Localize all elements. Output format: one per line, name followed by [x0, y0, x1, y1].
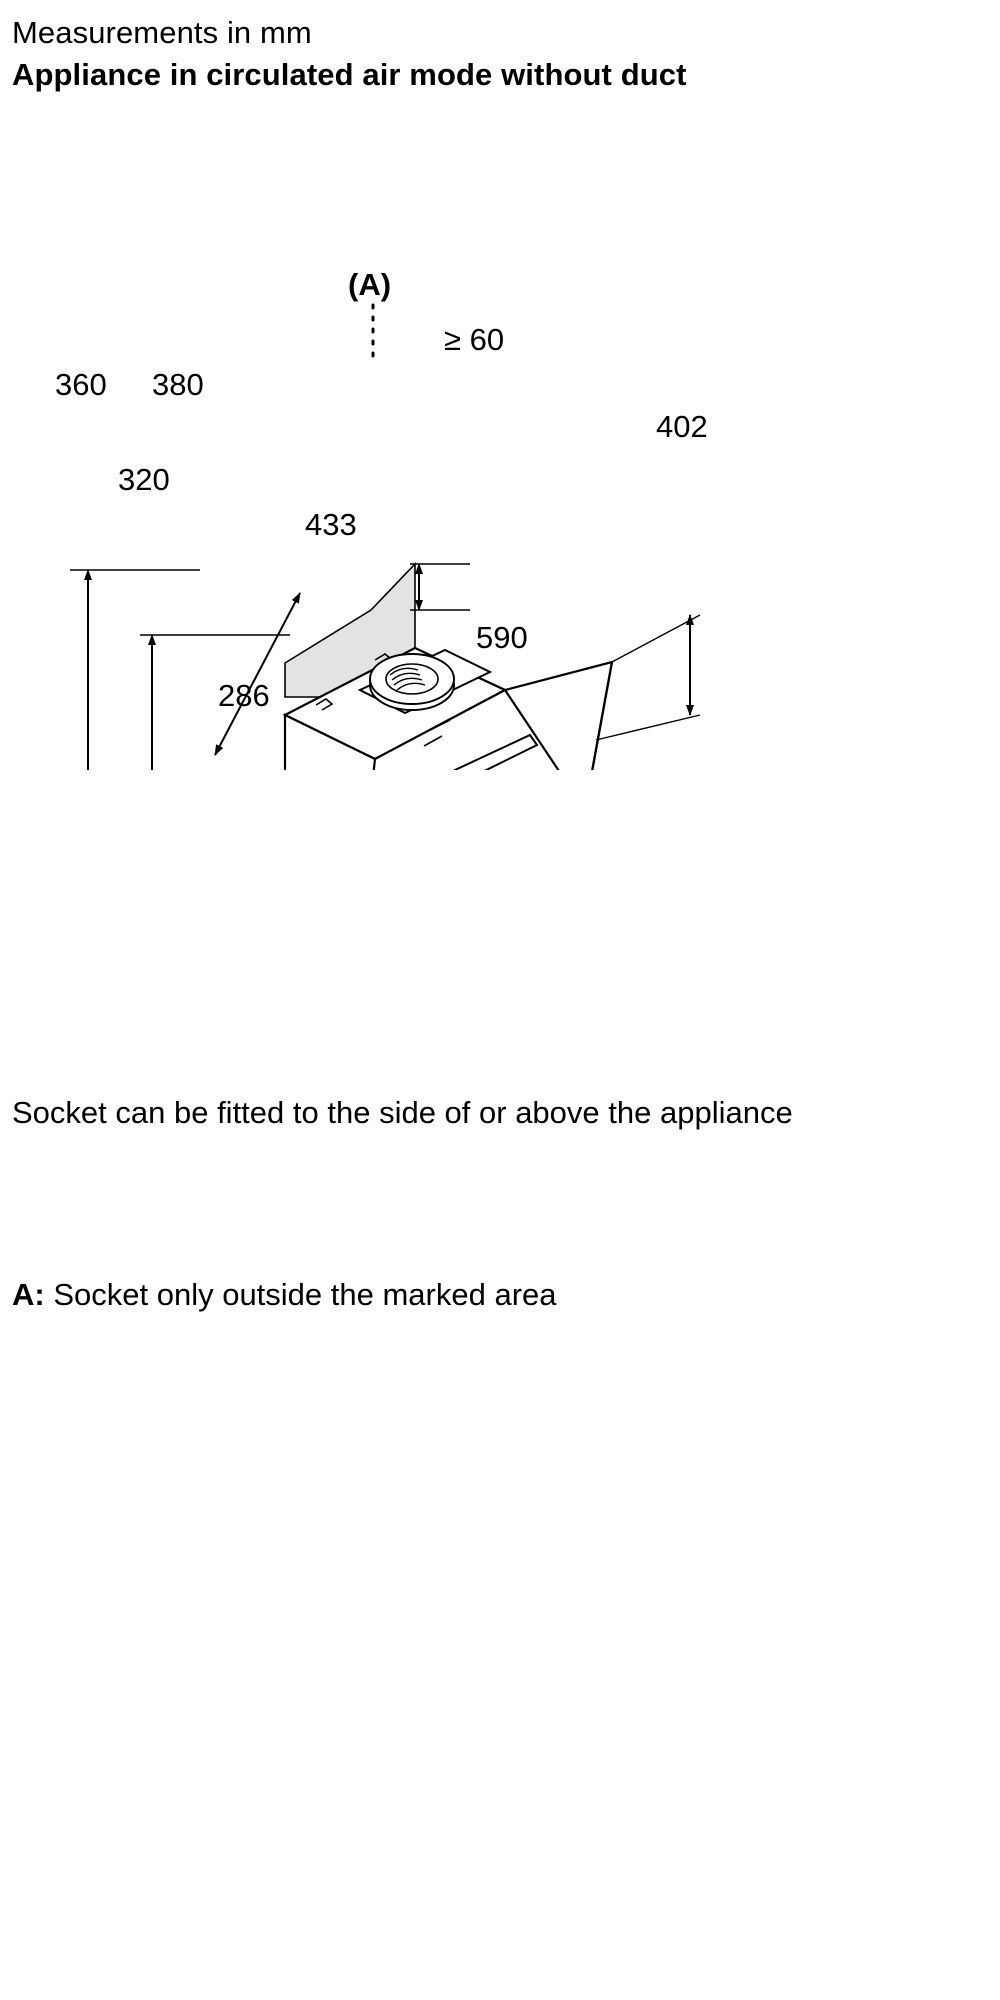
marked-area-label: (A)	[348, 267, 392, 302]
dim-402: 402	[656, 409, 708, 444]
page-title: Appliance in circulated air mode without duct	[12, 57, 687, 92]
dim-433: 433	[305, 507, 357, 542]
dim-380: 380	[152, 367, 204, 402]
dim-286: 286	[218, 678, 270, 713]
dim-590: 590	[476, 620, 528, 655]
dim-min-clearance: ≥ 60	[444, 322, 505, 357]
marked-area-note-prefix: A:	[12, 1277, 45, 1312]
dim-320: 320	[118, 462, 170, 497]
dim-360: 360	[55, 367, 107, 402]
appliance-dimension-diagram	[0, 250, 1000, 770]
socket-placement-note: Socket can be fitted to the side of or above the appliance	[12, 1095, 793, 1130]
measurement-units-label: Measurements in mm	[12, 15, 312, 50]
page-header	[12, 12, 952, 94]
marked-area-note	[12, 1275, 987, 1314]
marked-area-note-text: Socket only outside the marked area	[44, 1277, 557, 1312]
